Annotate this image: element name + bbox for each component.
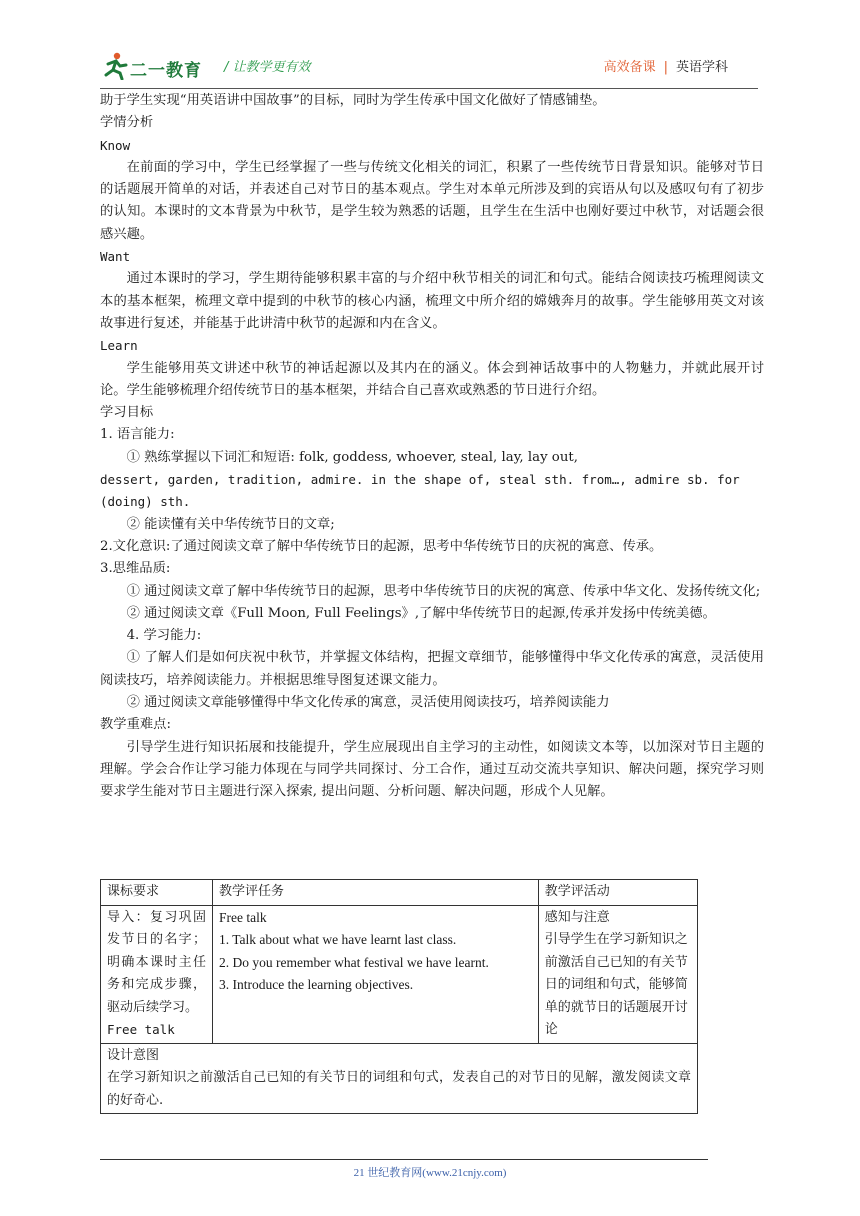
design-intent-title: 设计意图: [107, 1047, 160, 1063]
task-line: 2. Do you remember what festival we have learnt.: [219, 954, 489, 970]
footer-link[interactable]: 21 世纪教育网(www.21cnjy.com): [353, 1167, 507, 1179]
task-line: 3. Introduce the learning objectives.: [219, 977, 414, 992]
header-tag-prep: 高效备课: [603, 60, 656, 75]
design-intent-cell: [101, 1043, 698, 1114]
goal-1-1-end: (doing) sth.: [100, 494, 191, 510]
goal-4-1: ① 了解人们是如何庆祝中秋节，并掌握文体结构，把握文章细节，能够懂得中华文化传承的寓意，灵活使用阅读技巧，培养阅读能力。并根据思维导图复述课文能力。: [100, 650, 764, 688]
header-divider: [100, 88, 758, 89]
footer-divider: [100, 1159, 708, 1160]
runner-logo-icon: [100, 50, 130, 80]
key-points-paragraph: 引导学生进行知识拓展和技能提升，学生应展现出自主学习的主动性，如阅读文本等，以加深对节日主题的理解。学会合作让学习能力体现在与同学共同探讨、分工合作，通过互动交流共享知识、解决问题，探究学习则要求学生能对节日主题进行深入探索, 提出问题、分析问题、解决问题，形成个人见解。: [100, 739, 764, 800]
learn-paragraph: 学生能够用英文讲述中秋节的神话起源以及其内在的涵义。体会到神话故事中的人物魅力，并就此展开讨论。学生能够梳理介绍传统节日的基本框架，并结合自己喜欢或熟悉的节日进行介绍。: [100, 360, 764, 398]
goal-1-2: ② 能读懂有关中华传统节日的文章;: [126, 516, 335, 532]
activity-text: 引导学生在学习新知识之前激活自己已知的有关节日的词组和句式，能够简单的就节日的话题展开讨论: [544, 932, 688, 1037]
header-tag-subject: 英语学科: [675, 60, 728, 75]
heading-key-points: 教学重难点:: [100, 717, 171, 733]
label-want: Want: [100, 249, 131, 265]
design-intent-text: 在学习新知识之前激活自己已知的有关节日的词组和句式，发表自己的对节日的见解，激发阅读文章的好奇心.: [107, 1070, 691, 1108]
activity-title: 感知与注意: [544, 909, 610, 925]
goal-3-1: ① 通过阅读文章了解中华传统节日的起源，思考中华传统节日的庆祝的寓意、传承中华文化、发扬传统文化;: [126, 583, 761, 599]
goal-1-1: ① 熟练掌握以下词汇和短语: folk, goddess, whoever, steal, lay, lay out,: [126, 449, 578, 465]
task-cell: [213, 905, 539, 1043]
heading-analysis: 学情分析: [100, 115, 154, 131]
label-know: Know: [100, 137, 131, 153]
standard-free-talk: Free talk: [107, 1022, 175, 1037]
standard-cell: [101, 905, 213, 1043]
standard-text: 导入：复习巩固发节日的名字；明确本课时主任务和完成步骤，驱动后续学习。: [107, 909, 206, 1015]
know-paragraph: 在前面的学习中，学生已经掌握了一些与传统文化相关的词汇，积累了一些传统节日背景知识。能够对节日的话题展开简单的对话，并表述自己对节日的基本观点。学生对本单元所涉及到的宾语从句以及感叹句有了初步的认知。本课时的文本背景为中秋节，是学生较为熟悉的话题，且学生在生活中也刚好要过中秋节，对话题会很感兴趣。: [100, 159, 764, 242]
label-learn: Learn: [100, 338, 138, 354]
logo-text: 二一教育: [130, 61, 202, 81]
goal-2: 2.文化意识:了通过阅读文章了解中华传统节日的起源，思考中华传统节日的庆祝的寓意、传承。: [100, 538, 663, 554]
goal-3-2: ② 通过阅读文章《Full Moon, Full Feelings》,了解中华传统节日的起源,传承并发扬中传统美德。: [126, 605, 716, 621]
goal-1-1-cont: dessert, garden, tradition, admire. in the shape of, steal sth. from…, admire sb. for: [100, 472, 740, 488]
table-header-cell: 教学评任务: [213, 880, 539, 906]
goal-3: 3.思维品质:: [100, 561, 171, 577]
header-subject: [604, 56, 728, 75]
activity-cell: [538, 905, 697, 1043]
task-line: 1. Talk about what we have learnt last class.: [219, 932, 457, 947]
table-header-cell: 课标要求: [101, 880, 213, 906]
table-header-row: [101, 880, 698, 906]
table-row: [101, 905, 698, 1043]
heading-goals: 学习目标: [100, 405, 154, 421]
want-paragraph: 通过本课时的学习，学生期待能够积累丰富的与介绍中秋节相关的词汇和句式。能结合阅读技巧梳理阅读文本的基本框架，梳理文章中提到的中秋节的核心内涵，梳理文中所介绍的嫦娥奔月的故事。学生能够用英文对该故事进行复述，并能基于此讲清中秋节的起源和内在含义。: [100, 271, 764, 331]
intro-tail: 助于学生实现“用英语讲中国故事”的目标，同时为学生传承中国文化做好了情感铺垫。: [100, 93, 606, 108]
logo: [100, 50, 218, 82]
table-header-cell: 教学评活动: [538, 880, 697, 906]
goal-4: 4. 学习能力:: [126, 628, 202, 644]
table-row: [101, 1043, 698, 1114]
document-body: [100, 90, 764, 804]
goal-4-2: ② 通过阅读文章能够懂得中华文化传承的寓意，灵活使用阅读技巧，培养阅读能力: [126, 695, 610, 711]
task-line: Free talk: [219, 909, 267, 925]
goal-1: 1. 语言能力:: [100, 427, 175, 443]
lesson-plan-table: [100, 879, 698, 1114]
header-slogan: / 让教学更有效: [224, 60, 311, 75]
header-separator: |: [663, 60, 668, 75]
page-header: [100, 46, 758, 86]
